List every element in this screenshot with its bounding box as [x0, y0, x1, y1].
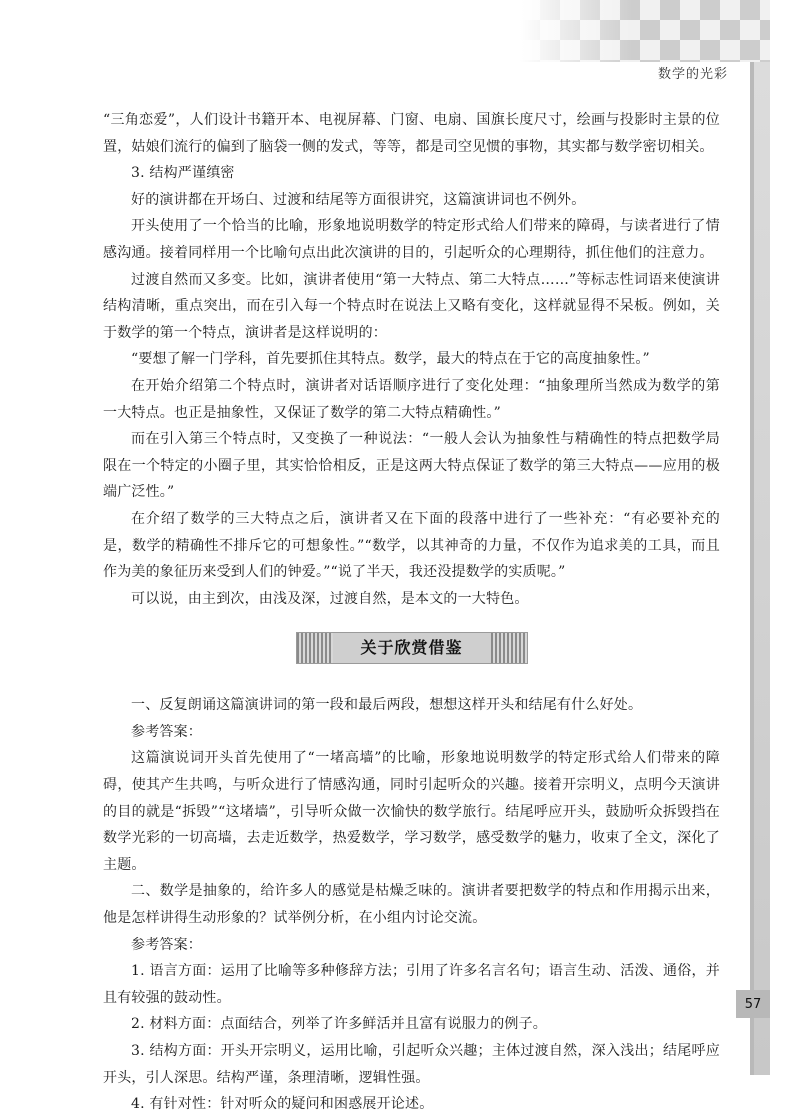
paragraph: 4. 有针对性：针对听众的疑问和困惑展开论述。 — [131, 1096, 434, 1113]
paragraph: “要想了解一门学科，首先要抓住其特点。数学，最大的特点在于它的高度抽象性。” — [131, 351, 650, 368]
analysis-paragraphs — [103, 107, 720, 612]
paragraph: 3. 结构严谨缜密 — [131, 165, 235, 182]
section-heading-text: 关于欣赏借鉴 — [360, 637, 463, 657]
paragraph: 2. 材料方面：点面结合，列举了许多鲜活并且富有说服力的例子。 — [131, 1016, 548, 1033]
header-decoration-fade — [520, 0, 770, 62]
paragraph: 二、数学是抽象的，给许多人的感觉是枯燥乏味的。演讲者要把数学的特点和作用揭示出来，他是怎样讲得生动形象的？试举例分析，在小组内讨论交流。 — [103, 883, 720, 927]
paragraph: 可以说，由主到次，由浅及深，过渡自然，是本文的一大特色。 — [131, 590, 529, 607]
paragraph: 3. 结构方面：开头开宗明义，运用比喻，引起听众兴趣；主体过渡自然，深入浅出；结尾呼应开头，引人深思。结构严谨，条理清晰，逻辑性强。 — [103, 1043, 720, 1086]
paragraph: 一、反复朗诵这篇演讲词的第一段和最后两段，想想这样开头和结尾有什么好处。 — [131, 697, 643, 714]
exercise-paragraphs — [103, 692, 720, 1118]
paragraph: 参考答案： — [131, 723, 202, 740]
paragraph: 过渡自然而又多变。比如，演讲者使用“第一大特点、第二大特点……”等标志性词语来使演讲结构清晰，重点突出，而在引入每一个特点时在说法上又略有变化，这样就显得不呆板。例如，关于数学的第一个特点，演讲者是这样说明的： — [103, 271, 720, 341]
paragraph: 参考答案： — [131, 936, 202, 953]
paragraph: 在介绍了数学的三大特点之后，演讲者又在下面的段落中进行了一些补充：“有必要补充的是，数学的精确性不排斥它的可想象性。”“数学，以其神奇的力量，不仅作为追求美的工具，而且作为美的象征历来受到人们的钟爱。”“说了半天，我还没提数学的实质呢。” — [103, 510, 720, 581]
section-heading — [296, 632, 528, 664]
margin-strip-edge — [750, 62, 754, 1075]
section-heading-wrap — [103, 632, 720, 664]
page-number: 57 — [736, 990, 770, 1018]
paragraph: 1. 语言方面：运用了比喻等多种修辞方法；引用了许多名言名句；语言生动、活泼、通俗，并且有较强的鼓动性。 — [103, 963, 720, 1006]
page-body — [103, 107, 720, 1118]
paragraph: 这篇演说词开头首先使用了“一堵高墙”的比喻，形象地说明数学的特定形式给人们带来的障碍，使其产生共鸣，与听众进行了情感沟通，同时引起听众的兴趣。接着开宗明义，点明今天演讲的目的就是“拆毁”“这堵墙”，引导听众做一次愉快的数学旅行。结尾呼应开头，鼓励听众拆毁挡在数学光彩的一切高墙，去走近数学，热爱数学，学习数学，感受数学的魅力，收束了全文，深化了主题。 — [103, 750, 720, 873]
paragraph: 而在引入第三个特点时，又变换了一种说法：“一般人会认为抽象性与精确性的特点把数学局限在一个特定的小圈子里，其实恰恰相反，正是这两大特点保证了数学的第三大特点——应用的极端广泛性。” — [103, 431, 720, 501]
paragraph: 开头使用了一个恰当的比喻，形象地说明数学的特定形式给人们带来的障碍，与读者进行了情感沟通。接着同样用一个比喻句点出此次演讲的目的，引起听众的心理期待，抓住他们的注意力。 — [103, 218, 720, 261]
paragraph: 好的演讲都在开场白、过渡和结尾等方面很讲究，这篇演讲词也不例外。 — [131, 191, 586, 208]
paragraph: 在开始介绍第二个特点时，演讲者对话语顺序进行了变化处理：“抽象理所当然成为数学的第一大特点。也正是抽象性，又保证了数学的第二大特点精确性。” — [103, 377, 720, 421]
running-header: 数学的光彩 — [657, 67, 728, 82]
margin-strip — [754, 62, 770, 1075]
paragraph: “三角恋爱”，人们设计书籍开本、电视屏幕、门窗、电扇、国旗长度尺寸，绘画与投影时主景的位置，姑娘们流行的偏到了脑袋一侧的发式，等等，都是司空见惯的事物，其实都与数学密切相关。 — [103, 112, 720, 155]
